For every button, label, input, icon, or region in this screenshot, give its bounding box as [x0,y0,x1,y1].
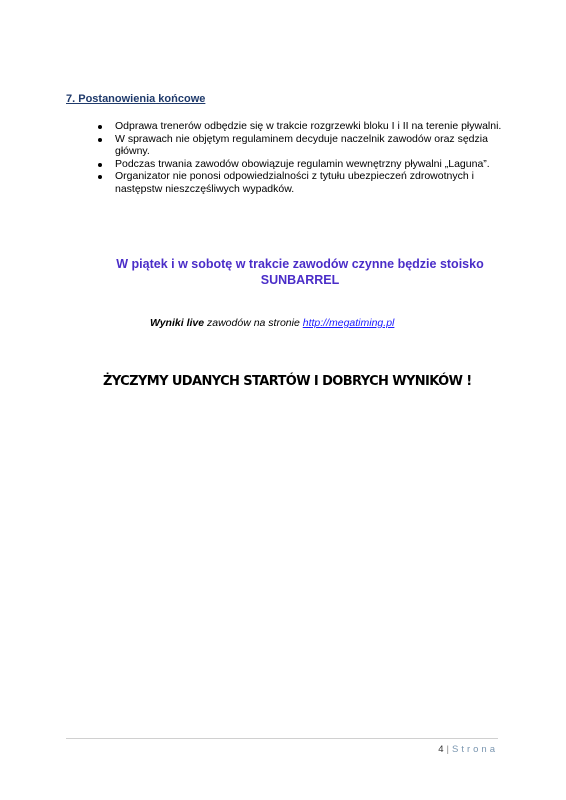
bullet-icon [98,163,102,167]
results-line [150,317,394,329]
page-number: 4 [438,744,444,755]
page-word: Strona [452,744,498,755]
list-item [98,133,508,158]
list-item-text: Odprawa trenerów odbędzie się w trakcie rozgrzewki bloku I i II na terenie pływalni. [115,120,502,132]
bullet-icon [98,138,102,142]
bullet-icon [98,175,102,179]
rules-list [98,120,508,195]
list-item [98,158,508,171]
promo-line-2: SUNBARREL [260,272,340,287]
results-text: zawodów na stronie [204,317,303,329]
list-item-text: Organizator nie ponosi odpowiedzialności z tytułu ubezpieczeń zdrowotnych i następstw nieszczęśliwych wypadków. [115,170,474,195]
bullet-icon [98,125,102,129]
list-item-text: Podczas trwania zawodów obowiązuje regulamin wewnętrzny pływalni „Laguna”. [115,157,490,170]
results-link[interactable]: http://megatiming.pl [302,317,395,329]
page-footer [438,744,498,755]
promo-line-1: W piątek i w sobotę w trakcie zawodów czynne będzie stoisko [116,257,484,271]
footer-separator: | [446,744,449,755]
promo-notice [60,257,540,288]
list-item [98,170,508,195]
results-label: Wyniki live [150,317,205,329]
list-item [98,120,508,133]
closing-wish: ŻYCZYMY UDANYCH STARTÓW I DOBRYCH WYNIKÓW ! [103,374,472,389]
list-item-text: W sprawach nie objętym regulaminem decyduje naczelnik zawodów oraz sędzia główny. [115,132,488,157]
footer-divider [66,738,498,739]
section-heading: 7. Postanowienia końcowe [66,93,206,105]
